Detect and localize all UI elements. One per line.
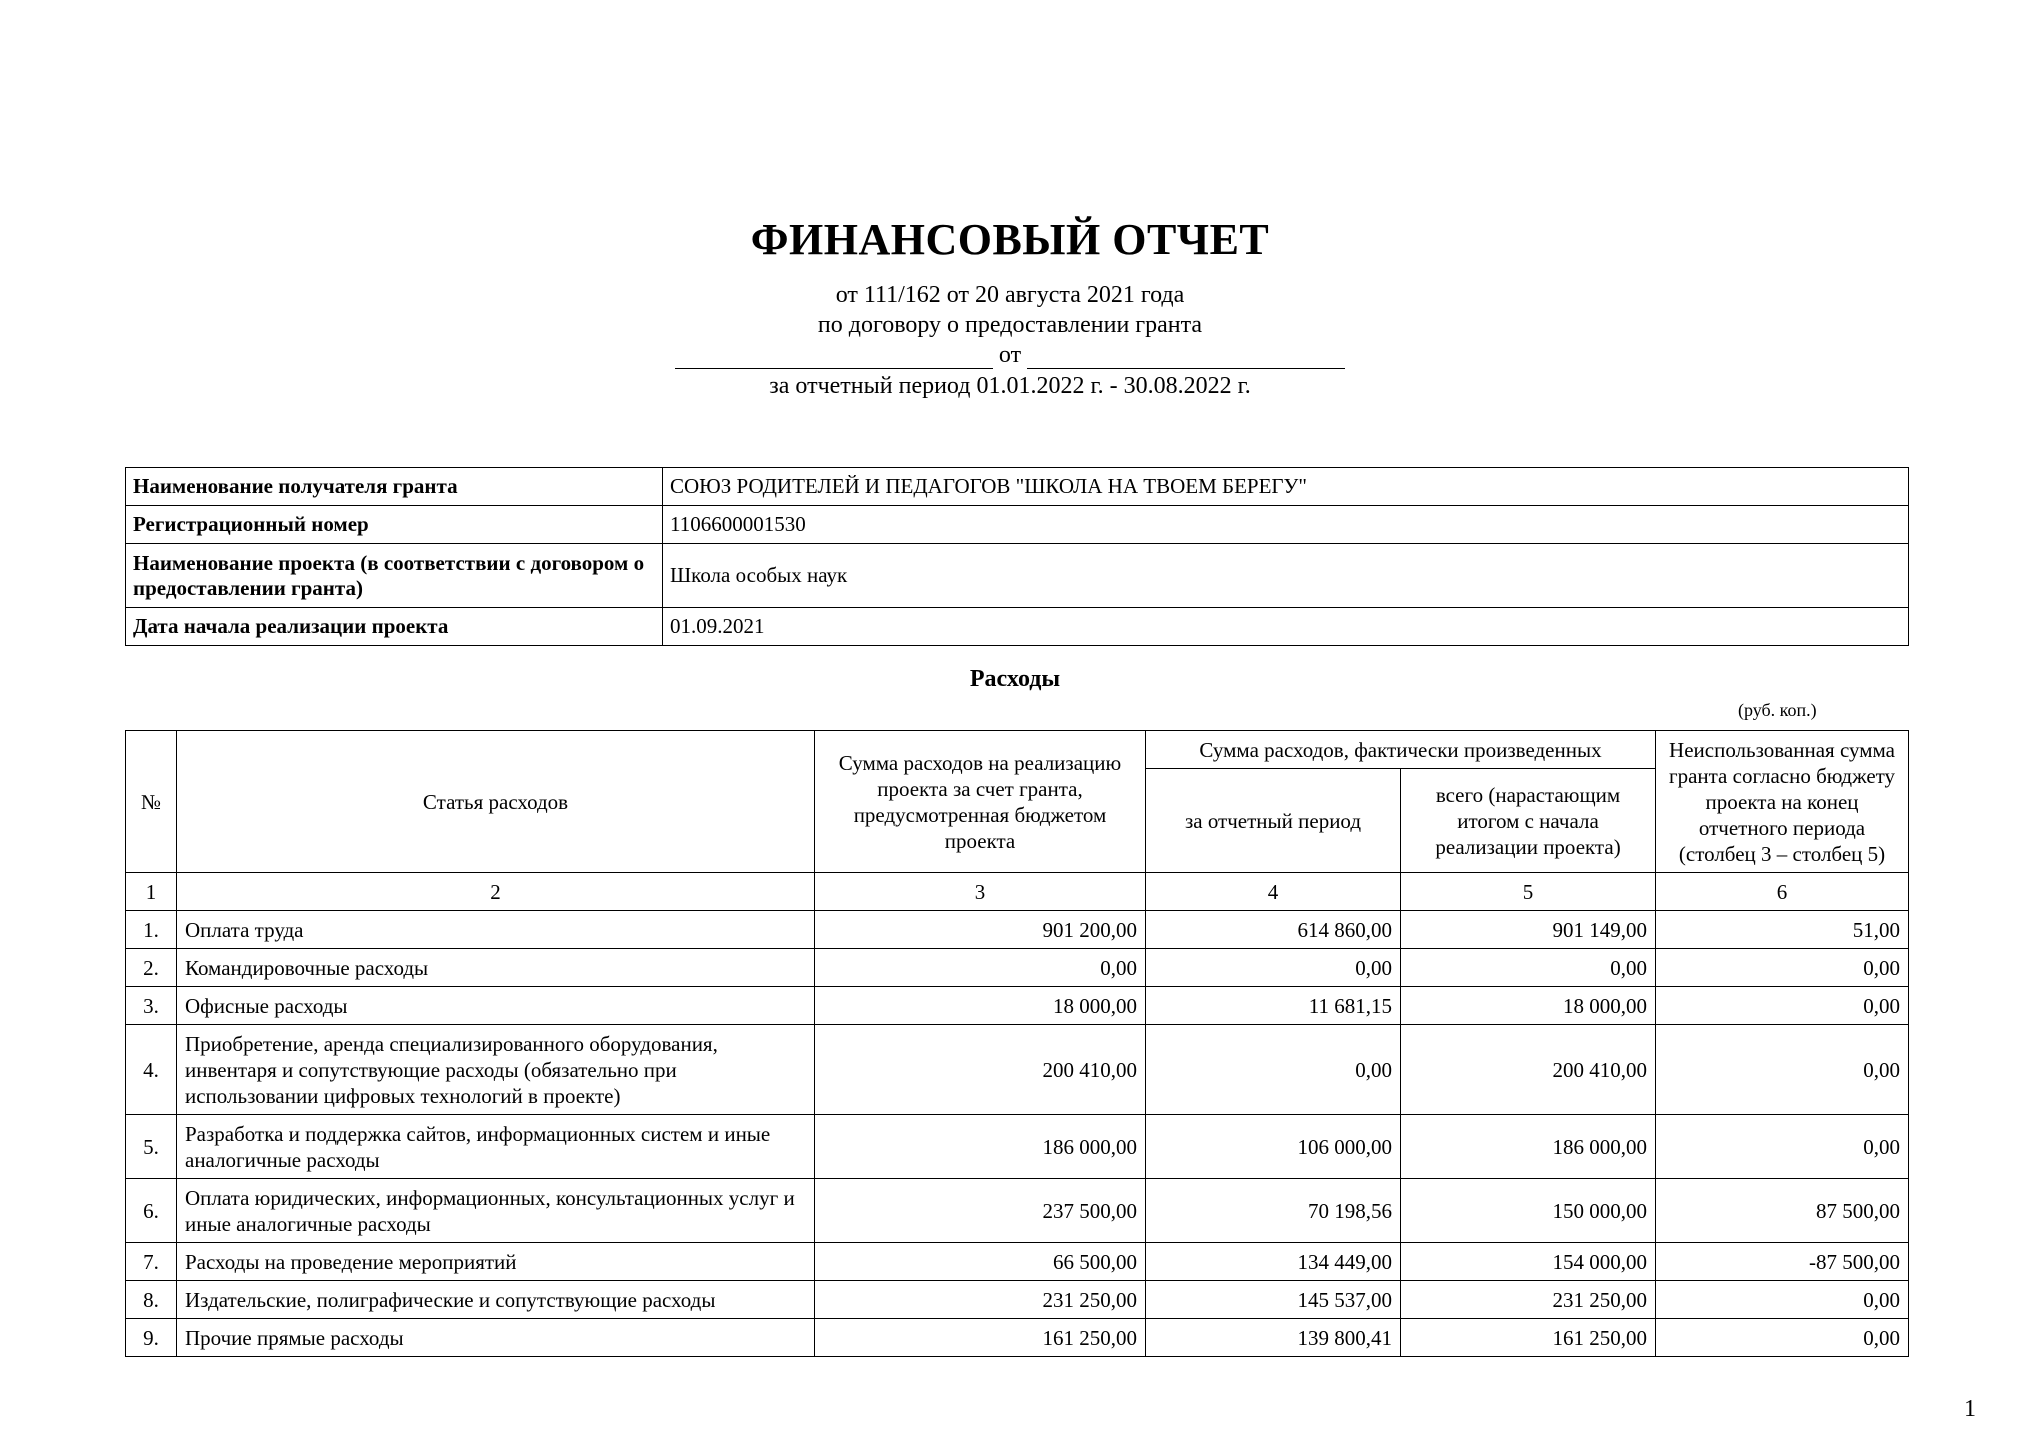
expense-article: Издательские, полиграфические и сопутствующие расходы <box>177 1281 815 1319</box>
contract-from-label: от <box>998 342 1022 368</box>
info-label: Наименование получателя гранта <box>126 468 663 506</box>
reporting-period-line: за отчетный период 01.01.2022 г. - 30.08.2022 г. <box>769 373 1251 399</box>
expense-unused: 87 500,00 <box>1656 1179 1909 1243</box>
info-row <box>126 506 1909 544</box>
expense-article: Командировочные расходы <box>177 949 815 987</box>
info-label: Наименование проекта (в соответствии с договором о предоставлении гранта) <box>126 544 663 608</box>
expense-article: Приобретение, аренда специализированного оборудования, инвентаря и сопутствующие расходы (обязательно при использовании цифровых технологий в проекте) <box>177 1025 815 1115</box>
expense-total: 0,00 <box>1401 949 1656 987</box>
contract-date-blank <box>1027 346 1345 369</box>
expenses-section-title: Расходы <box>969 666 1061 692</box>
expense-article: Офисные расходы <box>177 987 815 1025</box>
col-number: 5 <box>1401 873 1656 911</box>
table-row <box>126 1025 1909 1115</box>
expense-planned: 161 250,00 <box>815 1319 1146 1357</box>
expense-unused: 0,00 <box>1656 1025 1909 1115</box>
expense-period: 139 800,41 <box>1146 1319 1401 1357</box>
expense-period: 106 000,00 <box>1146 1115 1401 1179</box>
table-row <box>126 949 1909 987</box>
header-actual-period: за отчетный период <box>1146 769 1401 873</box>
expense-unused: 0,00 <box>1656 1281 1909 1319</box>
expenses-table <box>125 730 1909 1357</box>
table-row <box>126 1243 1909 1281</box>
expense-planned: 66 500,00 <box>815 1243 1146 1281</box>
expense-period: 11 681,15 <box>1146 987 1401 1025</box>
expense-unused: 0,00 <box>1656 987 1909 1025</box>
col-number: 3 <box>815 873 1146 911</box>
header-unused: Неиспользованная сумма гранта согласно бюджету проекта на конец отчетного периода (столбец 3 – столбец 5) <box>1656 731 1909 873</box>
expense-planned: 901 200,00 <box>815 911 1146 949</box>
contract-blank-line <box>0 342 2020 369</box>
info-value: 1106600001530 <box>663 506 1909 544</box>
header-article: Статья расходов <box>177 731 815 873</box>
info-label: Регистрационный номер <box>126 506 663 544</box>
expense-unused: 0,00 <box>1656 949 1909 987</box>
table-row <box>126 911 1909 949</box>
expense-num: 5. <box>126 1115 177 1179</box>
expense-unused: -87 500,00 <box>1656 1243 1909 1281</box>
page-number: 1 <box>1964 1396 1976 1422</box>
expense-unused: 51,00 <box>1656 911 1909 949</box>
grantee-info-table <box>125 467 1909 646</box>
expense-num: 4. <box>126 1025 177 1115</box>
expense-total: 200 410,00 <box>1401 1025 1656 1115</box>
expense-num: 2. <box>126 949 177 987</box>
info-label: Дата начала реализации проекта <box>126 608 663 646</box>
expense-planned: 237 500,00 <box>815 1179 1146 1243</box>
contract-number-blank <box>675 346 993 369</box>
expense-num: 6. <box>126 1179 177 1243</box>
currency-units-note: (руб. коп.) <box>1738 700 1817 720</box>
info-value: 01.09.2021 <box>663 608 1909 646</box>
expense-num: 9. <box>126 1319 177 1357</box>
expense-total: 154 000,00 <box>1401 1243 1656 1281</box>
report-number-line: от 111/162 от 20 августа 2021 года <box>835 282 1185 308</box>
expense-article: Расходы на проведение мероприятий <box>177 1243 815 1281</box>
contract-line: по договору о предоставлении гранта <box>817 312 1203 338</box>
expense-planned: 18 000,00 <box>815 987 1146 1025</box>
expense-period: 614 860,00 <box>1146 911 1401 949</box>
expense-article: Прочие прямые расходы <box>177 1319 815 1357</box>
info-row <box>126 544 1909 608</box>
expense-total: 186 000,00 <box>1401 1115 1656 1179</box>
expense-num: 3. <box>126 987 177 1025</box>
expense-period: 70 198,56 <box>1146 1179 1401 1243</box>
expense-planned: 231 250,00 <box>815 1281 1146 1319</box>
report-title: ФИНАНСОВЫЙ ОТЧЕТ <box>750 215 1270 264</box>
expense-num: 8. <box>126 1281 177 1319</box>
info-row <box>126 468 1909 506</box>
info-value: Школа особых наук <box>663 544 1909 608</box>
expense-planned: 186 000,00 <box>815 1115 1146 1179</box>
table-row <box>126 1319 1909 1357</box>
header-planned: Сумма расходов на реализацию проекта за счет гранта, предусмотренная бюджетом проекта <box>815 731 1146 873</box>
header-actual-group: Сумма расходов, фактически произведенных <box>1146 731 1656 769</box>
col-number: 4 <box>1146 873 1401 911</box>
header-actual-total: всего (нарастающим итогом с начала реализации проекта) <box>1401 769 1656 873</box>
expense-period: 145 537,00 <box>1146 1281 1401 1319</box>
expense-total: 901 149,00 <box>1401 911 1656 949</box>
expense-period: 0,00 <box>1146 949 1401 987</box>
expense-article: Оплата юридических, информационных, консультационных услуг и иные аналогичные расходы <box>177 1179 815 1243</box>
info-value: СОЮЗ РОДИТЕЛЕЙ И ПЕДАГОГОВ "ШКОЛА НА ТВОЕМ БЕРЕГУ" <box>663 468 1909 506</box>
expense-num: 1. <box>126 911 177 949</box>
table-row <box>126 1179 1909 1243</box>
expense-total: 18 000,00 <box>1401 987 1656 1025</box>
expense-num: 7. <box>126 1243 177 1281</box>
table-row <box>126 1115 1909 1179</box>
table-row <box>126 1281 1909 1319</box>
table-row <box>126 987 1909 1025</box>
expense-article: Оплата труда <box>177 911 815 949</box>
col-number: 2 <box>177 873 815 911</box>
expense-article: Разработка и поддержка сайтов, информационных систем и иные аналогичные расходы <box>177 1115 815 1179</box>
expense-unused: 0,00 <box>1656 1115 1909 1179</box>
expense-total: 161 250,00 <box>1401 1319 1656 1357</box>
expense-period: 0,00 <box>1146 1025 1401 1115</box>
col-number: 6 <box>1656 873 1909 911</box>
expense-total: 231 250,00 <box>1401 1281 1656 1319</box>
expense-total: 150 000,00 <box>1401 1179 1656 1243</box>
col-number: 1 <box>126 873 177 911</box>
header-num: № <box>126 731 177 873</box>
expense-planned: 0,00 <box>815 949 1146 987</box>
expense-planned: 200 410,00 <box>815 1025 1146 1115</box>
expense-unused: 0,00 <box>1656 1319 1909 1357</box>
expense-period: 134 449,00 <box>1146 1243 1401 1281</box>
info-row <box>126 608 1909 646</box>
